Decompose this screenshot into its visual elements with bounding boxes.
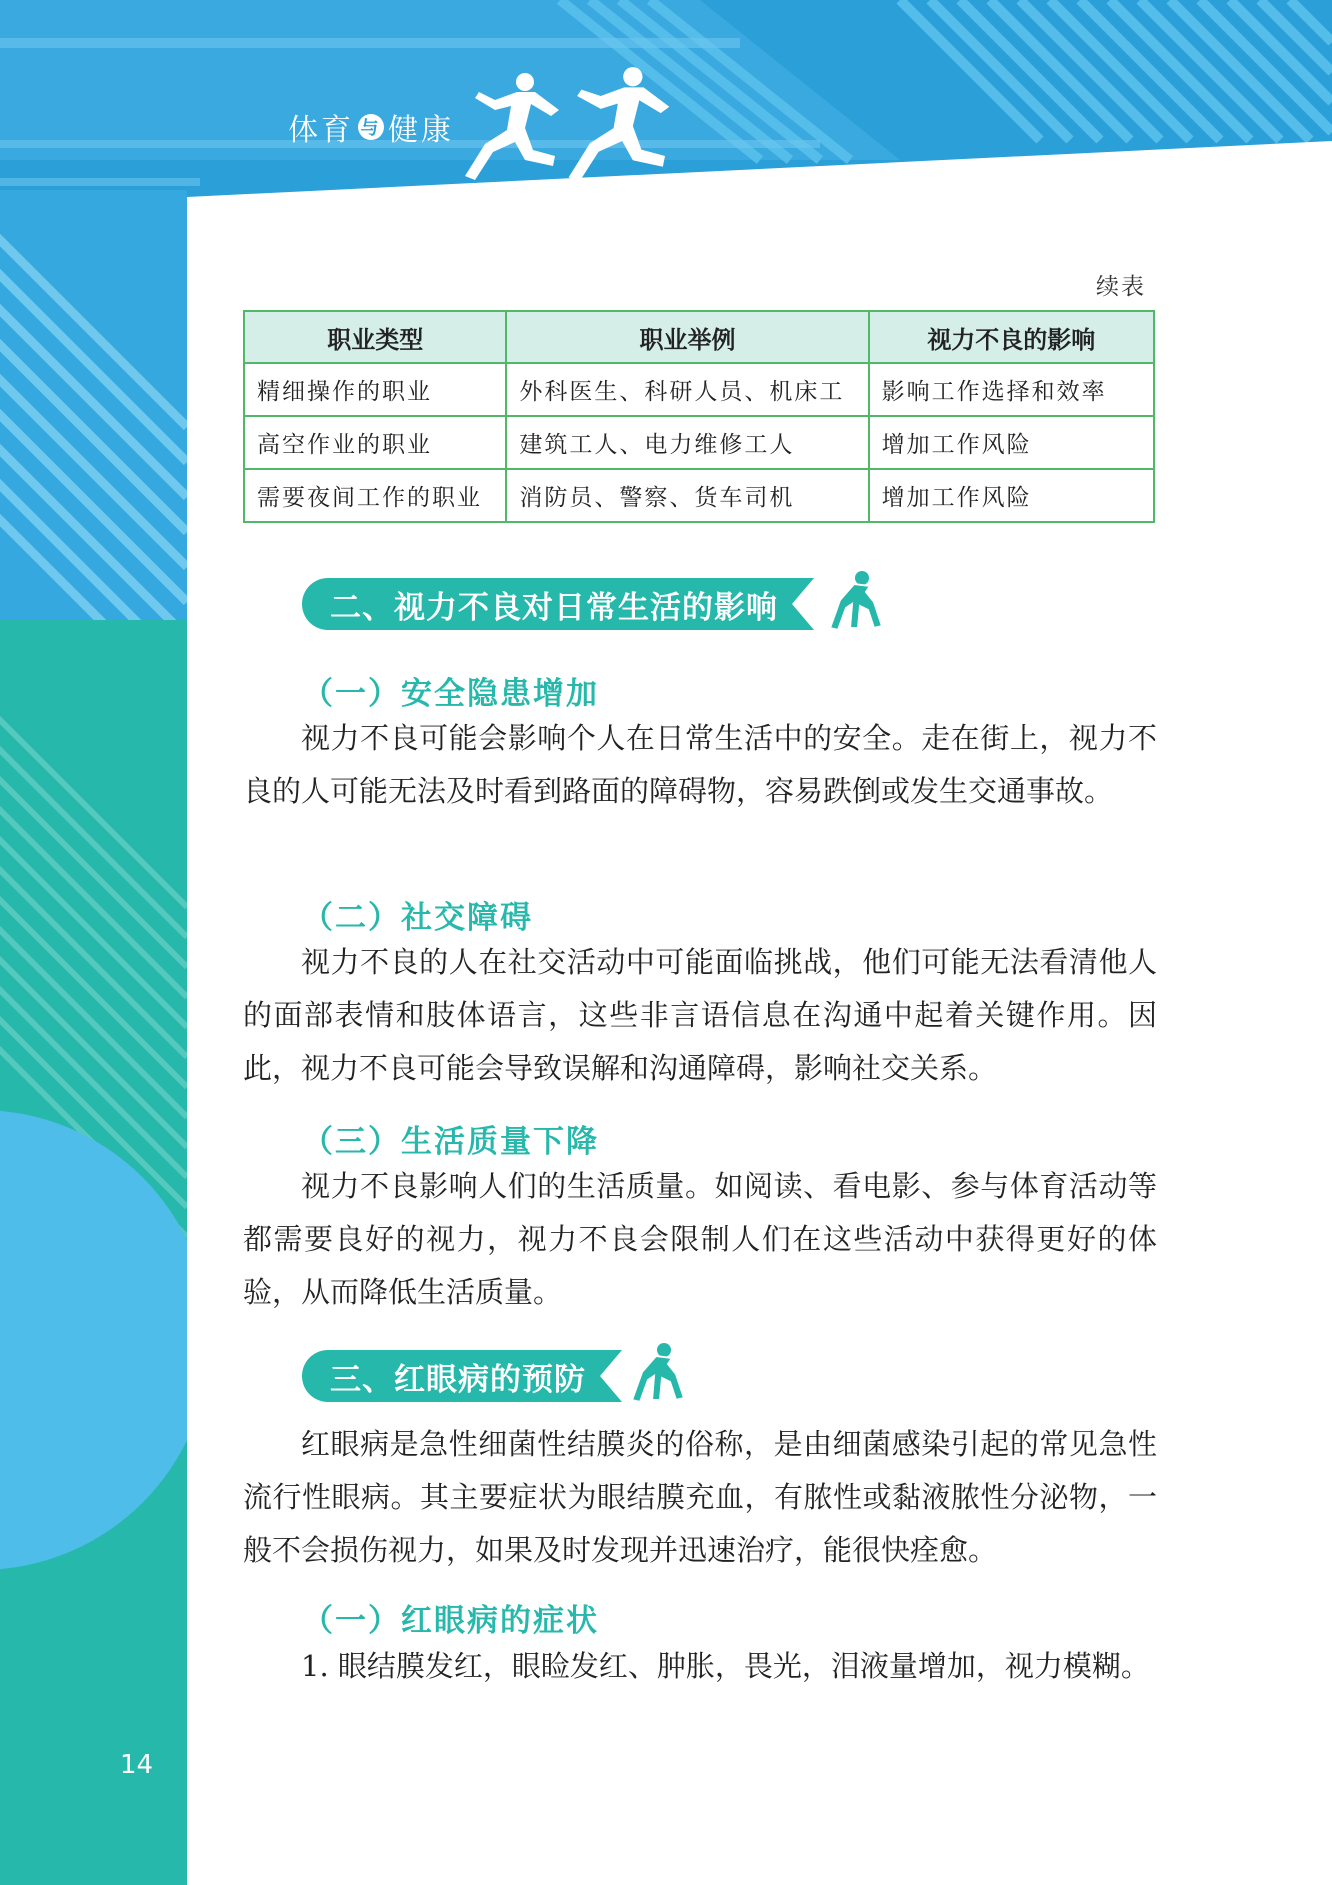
section-title: 二、视力不良对日常生活的影响 — [302, 578, 792, 630]
table-cell: 需要夜间工作的职业 — [244, 469, 506, 522]
table-cell: 精细操作的职业 — [244, 363, 506, 416]
paragraph: 视力不良影响人们的生活质量。如阅读、看电影、参与体育活动等都需要良好的视力，视力不良会限制人们在这些活动中获得更好的体验，从而降低生活质量。 — [243, 1169, 1157, 1309]
sprinter-start-icon — [624, 1342, 692, 1404]
sub-heading: （一）红眼病的症状 — [302, 1603, 599, 1639]
table-cell: 增加工作风险 — [869, 469, 1154, 522]
runner-icon — [555, 66, 685, 186]
section-title: 三、红眼病的预防 — [302, 1350, 600, 1402]
table-continued-caption: 续表 — [1096, 274, 1146, 300]
book-title — [288, 105, 454, 149]
table-header-cell: 职业类型 — [244, 311, 506, 363]
table-cell: 建筑工人、电力维修工人 — [506, 416, 868, 469]
book-title-joiner: 与 — [358, 114, 384, 140]
table-row — [244, 469, 1154, 522]
table-row — [244, 416, 1154, 469]
table-cell: 消防员、警察、货车司机 — [506, 469, 868, 522]
table-cell: 外科医生、科研人员、机床工 — [506, 363, 868, 416]
table-row — [244, 363, 1154, 416]
book-title-left: 体育 — [288, 113, 354, 148]
paragraph: 红眼病是急性细菌性结膜炎的俗称，是由细菌感染引起的常见急性流行性眼病。其主要症状为眼结膜充血，有脓性或黏液脓性分泌物，一般不会损伤视力，如果及时发现并迅速治疗，能很快痊愈。 — [243, 1427, 1157, 1567]
table-header-row — [244, 311, 1154, 363]
sub-heading: （三）生活质量下降 — [302, 1124, 599, 1160]
table-header-cell: 职业举例 — [506, 311, 868, 363]
section-banner — [302, 1350, 622, 1402]
table-header-cell: 视力不良的影响 — [869, 311, 1154, 363]
paragraph: 视力不良可能会影响个人在日常生活中的安全。走在街上，视力不良的人可能无法及时看到路面的障碍物，容易跌倒或发生交通事故。 — [243, 721, 1157, 808]
sub-heading: （一）安全隐患增加 — [302, 676, 599, 712]
book-title-right: 健康 — [388, 113, 454, 148]
page-number: 14 — [120, 1750, 154, 1780]
sprinter-start-icon — [822, 570, 890, 632]
table-cell: 高空作业的职业 — [244, 416, 506, 469]
list-item: 1. 眼结膜发红，眼睑发红、肿胀，畏光，泪液量增加，视力模糊。 — [301, 1649, 1150, 1683]
table-cell: 增加工作风险 — [869, 416, 1154, 469]
occupation-vision-table — [243, 310, 1155, 523]
table-cell: 影响工作选择和效率 — [869, 363, 1154, 416]
sub-heading: （二）社交障碍 — [302, 900, 533, 936]
section-banner — [302, 578, 814, 630]
paragraph: 视力不良的人在社交活动中可能面临挑战，他们可能无法看清他人的面部表情和肢体语言，这些非言语信息在沟通中起着关键作用。因此，视力不良可能会导致误解和沟通障碍，影响社交关系。 — [243, 945, 1157, 1085]
